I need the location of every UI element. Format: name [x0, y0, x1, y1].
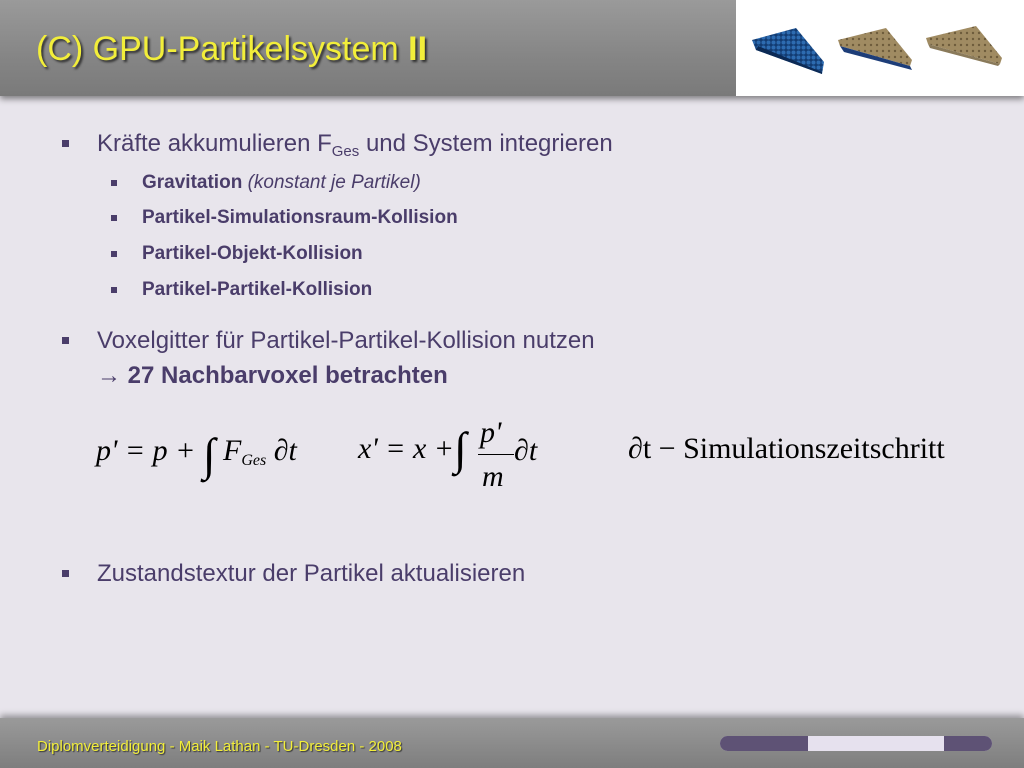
- fraction-bar: [478, 454, 514, 455]
- bullet-marker: [62, 570, 69, 577]
- right-arrow-icon: →: [97, 362, 128, 389]
- bullet-forces: Kräfte akkumulieren $F_{Ges}$ und System integrieren: [97, 130, 613, 160]
- sub-bullet-space-collision: Partikel-Simulationsraum-Kollision: [142, 207, 458, 228]
- sub-bullet-object-collision: Partikel-Objekt-Kollision: [142, 243, 363, 264]
- integral-sign: ∫: [454, 423, 467, 474]
- bullet-marker: [62, 337, 69, 344]
- formula-timestep: ∂t − Simulationszeitschritt: [628, 432, 945, 465]
- bullet-statetexture: Zustandstextur der Partikel aktualisieren: [97, 560, 526, 587]
- formula-momentum: p' = p + ∫ $F_{Ges}$ ∂t: [96, 429, 297, 480]
- progress-segment-right: [944, 736, 992, 751]
- sub-bullet-gravitation: Gravitation (konstant je Partikel): [142, 172, 421, 193]
- sub-bullet-marker: [111, 215, 117, 221]
- integral-sign: ∫: [202, 429, 216, 480]
- slide-content: Kräfte akkumulieren $F_{Ges}$ und System integrieren Gravitation (konstant je Partikel) Partikel-Simulationsraum-Kollision Partikel-Objekt-Kollision Partikel-Partikel-Kollision Voxelgitter für Partikel-Partikel-Kollision nutzen → 27 Nachbarvoxel betrachten p' = p + ∫ $F_{Ges}$ ∂t x' = x + ∫ p' m ∂t ∂t − Simulationszeitschritt Zustandstextur der Partikel aktualisieren: [0, 0, 1024, 768]
- bullet-voxelgrid: Voxelgitter für Partikel-Partikel-Kollision nutzen: [97, 327, 595, 354]
- sub-bullet-marker: [111, 251, 117, 257]
- sub-bullet-marker: [111, 287, 117, 293]
- bullet-voxelgrid-detail: → 27 Nachbarvoxel betrachten: [97, 362, 448, 389]
- bullet-marker: [62, 140, 69, 147]
- sub-bullet-particle-collision: Partikel-Partikel-Kollision: [142, 279, 373, 300]
- slide-progress-bar: [720, 736, 992, 751]
- progress-segment-left: [720, 736, 808, 751]
- sub-bullet-marker: [111, 180, 117, 186]
- footer-text: Diplomverteidigung - Maik Lathan - TU-Dresden - 2008: [37, 738, 402, 755]
- slide-title: (C) GPU-Partikelsystem II: [36, 30, 428, 68]
